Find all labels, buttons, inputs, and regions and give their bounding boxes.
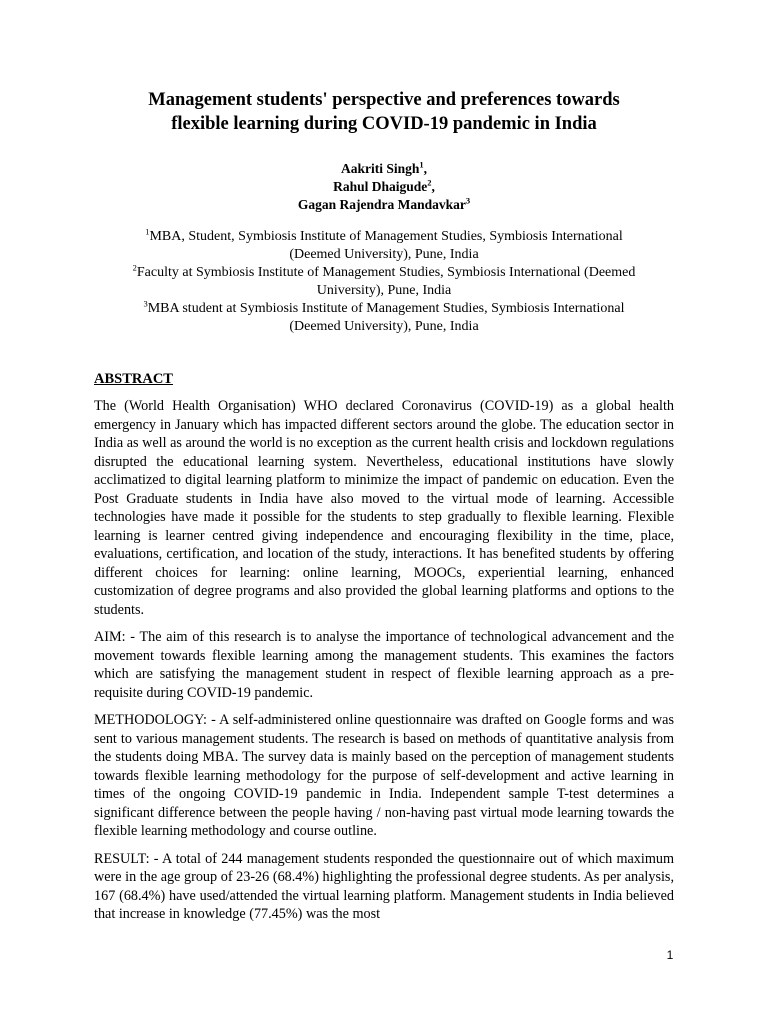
affiliation-marker: 2 bbox=[132, 262, 137, 273]
abstract-body bbox=[94, 397, 674, 933]
affiliation-text: MBA, Student, Symbiosis Institute of Management Studies, Symbiosis International bbox=[149, 229, 623, 244]
author-separator: , bbox=[423, 161, 428, 176]
affiliation-marker: 1 bbox=[145, 226, 150, 237]
affiliation-2 bbox=[96, 264, 672, 282]
paper-title-line-2: flexible learning during COVID-19 pandemic in India bbox=[171, 114, 597, 134]
abstract-heading: ABSTRACT bbox=[94, 371, 173, 387]
affiliation-2-cont: University), Pune, India bbox=[316, 283, 452, 298]
affiliation-marker: 3 bbox=[143, 298, 148, 309]
author-list bbox=[96, 160, 672, 214]
methodology-paragraph: METHODOLOGY: - A self-administered online questionnaire was drafted on Google forms and was sent to various management students. The research is based on methods of quantitative analysis from the students doing MBA. The survey data is mainly based on the perception of management students towards flexible learning methodology for the purpose of self-development and active learning in times of the ongoing COVID-19 pandemic in India. Independent sample T-test determines a significant difference between the people having / non-having past virtual mode learning towards the flexible learning methodology and course outline. bbox=[94, 712, 674, 839]
author-name: Rahul Dhaigude bbox=[333, 179, 428, 194]
author-affil-marker: 1 bbox=[419, 159, 424, 170]
affiliation-text: MBA student at Symbiosis Institute of Management Studies, Symbiosis International bbox=[147, 301, 625, 316]
page-number: 1 bbox=[666, 948, 674, 962]
author-2 bbox=[96, 178, 672, 196]
author-name: Gagan Rajendra Mandavkar bbox=[297, 197, 466, 212]
affiliation-3-cont: (Deemed University), Pune, India bbox=[289, 319, 479, 334]
aim-paragraph: AIM: - The aim of this research is to analyse the importance of technological advancement and the movement towards flexible learning among the management students. This examines the factors which are satisfying the management student in respect of flexible learning approach as a pre-requisite during COVID-19 pandemic. bbox=[94, 629, 674, 701]
paper-title-line-1: Management students' perspective and preferences towards bbox=[148, 90, 620, 110]
author-1 bbox=[96, 160, 672, 178]
author-name: Aakriti Singh bbox=[340, 161, 420, 176]
affiliation-list bbox=[96, 228, 672, 336]
result-paragraph: RESULT: - A total of 244 management students responded the questionnaire out of which maximum were in the age group of 23-26 (68.4%) highlighting the professional degree students. As per analysis, 167 (68.4%) have used/attended the virtual learning platform. Management students in India believed that increase in knowledge (77.45%) was the most bbox=[94, 850, 674, 922]
affiliation-1-cont: (Deemed University), Pune, India bbox=[289, 247, 479, 262]
author-affil-marker: 2 bbox=[427, 177, 432, 188]
author-separator: , bbox=[431, 179, 435, 194]
affiliation-3 bbox=[96, 300, 672, 318]
author-3 bbox=[96, 196, 672, 214]
paper-title bbox=[96, 88, 672, 136]
abstract-paragraph: The (World Health Organisation) WHO declared Coronavirus (COVID-19) as a global health emergency in January which has impacted different sectors around the globe. The education sector in India as well as around the world is no exception as the current health crisis and lockdown regulations disrupted the educational learning system. Nevertheless, educational institutions have slowly acclimatized to digital learning platform to minimize the impact of pandemic on education. Even the Post Graduate students in India have also moved to the virtual mode of learning. Accessible technologies have made it possible for the students to step gradually to flexible learning. Flexible learning is learner centred giving independence and encouraging flexibility in the time, place, evaluations, certification, and location of the study, interactions. It has benefited students by offering different choices for learning: online learning, MOOCs, experiential learning, enhanced customization of degree programs and also provided the global learning platforms and options to the students. bbox=[94, 398, 674, 618]
affiliation-1 bbox=[96, 228, 672, 246]
author-affil-marker: 3 bbox=[465, 195, 471, 206]
affiliation-text: Faculty at Symbiosis Institute of Management Studies, Symbiosis International (Deemed bbox=[136, 265, 636, 280]
